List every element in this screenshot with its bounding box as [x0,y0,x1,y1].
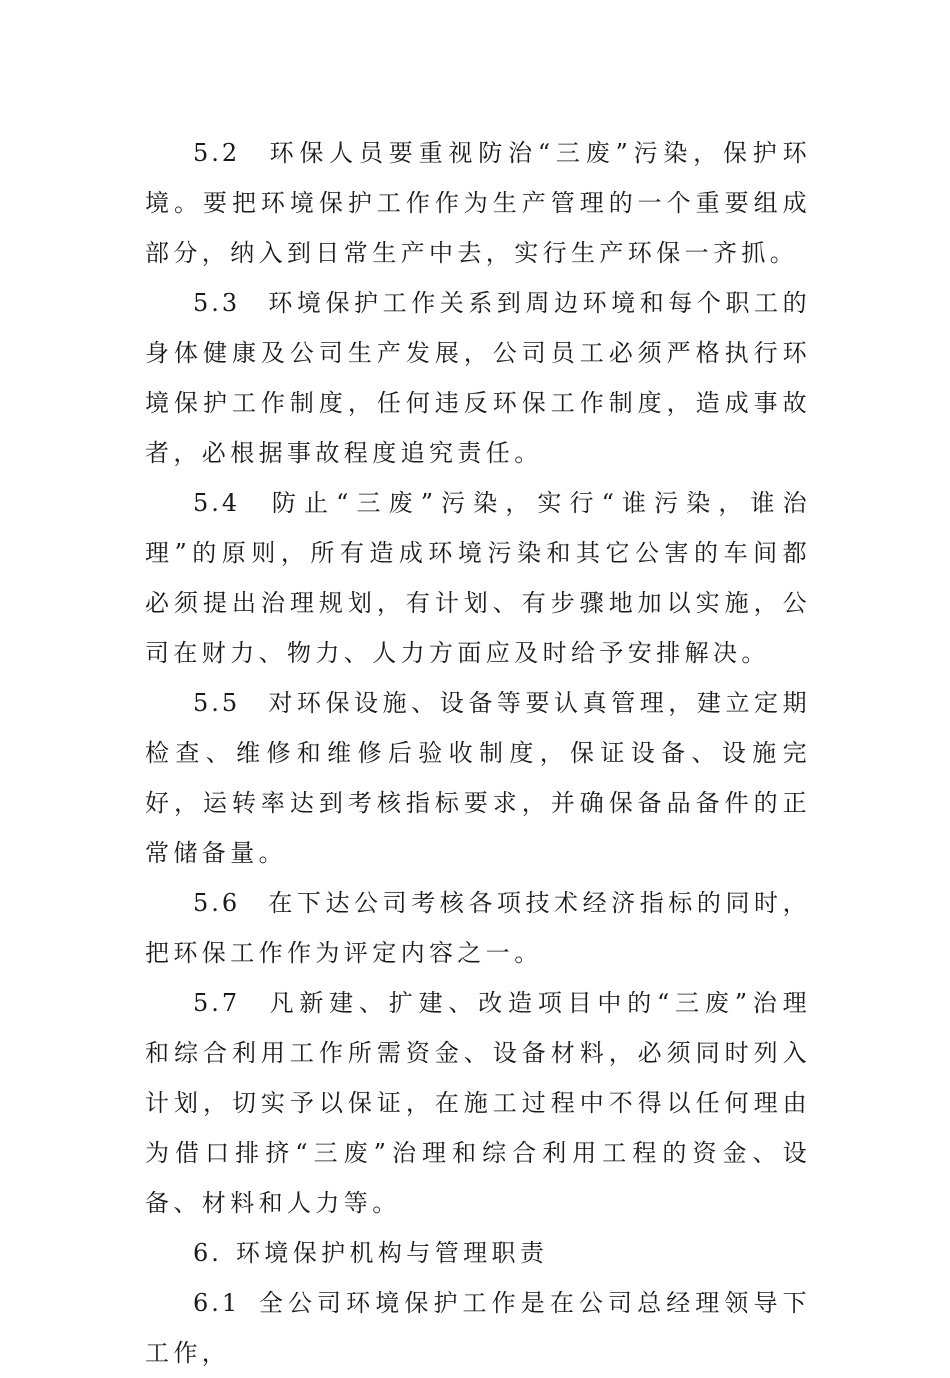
paragraph-number: 5.7 [193,989,241,1017]
paragraph-text: 环保人员要重视防治“三废”污染，保护环境。要把环境保护工作作为生产管理的一个重要组成部分，纳入到日常生产中去，实行生产环保一齐抓。 [145,139,811,267]
paragraph-number: 5.6 [193,889,241,917]
paragraph-number: 5.2 [193,139,241,167]
paragraph-5-2 [145,128,811,278]
paragraph-text: 在下达公司考核各项技术经济指标的同时，把环保工作作为评定内容之一。 [145,889,811,967]
paragraph-5-3 [145,278,811,478]
paragraph-text: 对环保设施、设备等要认真管理，建立定期检查、维修和维修后验收制度，保证设备、设施完好，运转率达到考核指标要求，并确保备品备件的正常储备量。 [145,689,811,867]
paragraph-number: 5.5 [193,689,241,717]
paragraph-5-6 [145,878,811,978]
section-number: 6. [193,1239,222,1267]
paragraph-text: 凡新建、扩建、改造项目中的“三废”治理和综合利用工作所需资金、设备材料，必须同时列入计划，切实予以保证，在施工过程中不得以任何理由为借口排挤“三废”治理和综合利用工程的资金、设备、材料和人力等。 [145,989,811,1217]
section-heading-6 [145,1228,811,1278]
document-body [145,128,811,1378]
section-title: 环境保护机构与管理职责 [235,1239,549,1267]
paragraph-6-1 [145,1278,811,1378]
paragraph-text: 防止“三废”污染，实行“谁污染，谁治理”的原则，所有造成环境污染和其它公害的车间都必须提出治理规划，有计划、有步骤地加以实施，公司在财力、物力、人力方面应及时给予安排解决。 [145,489,811,667]
paragraph-text: 全公司环境保护工作是在公司总经理领导下工作， [145,1289,811,1367]
paragraph-number: 5.3 [193,289,241,317]
paragraph-text: 环境保护工作关系到周边环境和每个职工的身体健康及公司生产发展，公司员工必须严格执行环境保护工作制度，任何违反环保工作制度，造成事故者，必根据事故程度追究责任。 [145,289,811,467]
paragraph-number: 6.1 [193,1289,241,1317]
paragraph-5-5 [145,678,811,878]
paragraph-number: 5.4 [193,489,241,517]
paragraph-5-4 [145,478,811,678]
paragraph-5-7 [145,978,811,1228]
